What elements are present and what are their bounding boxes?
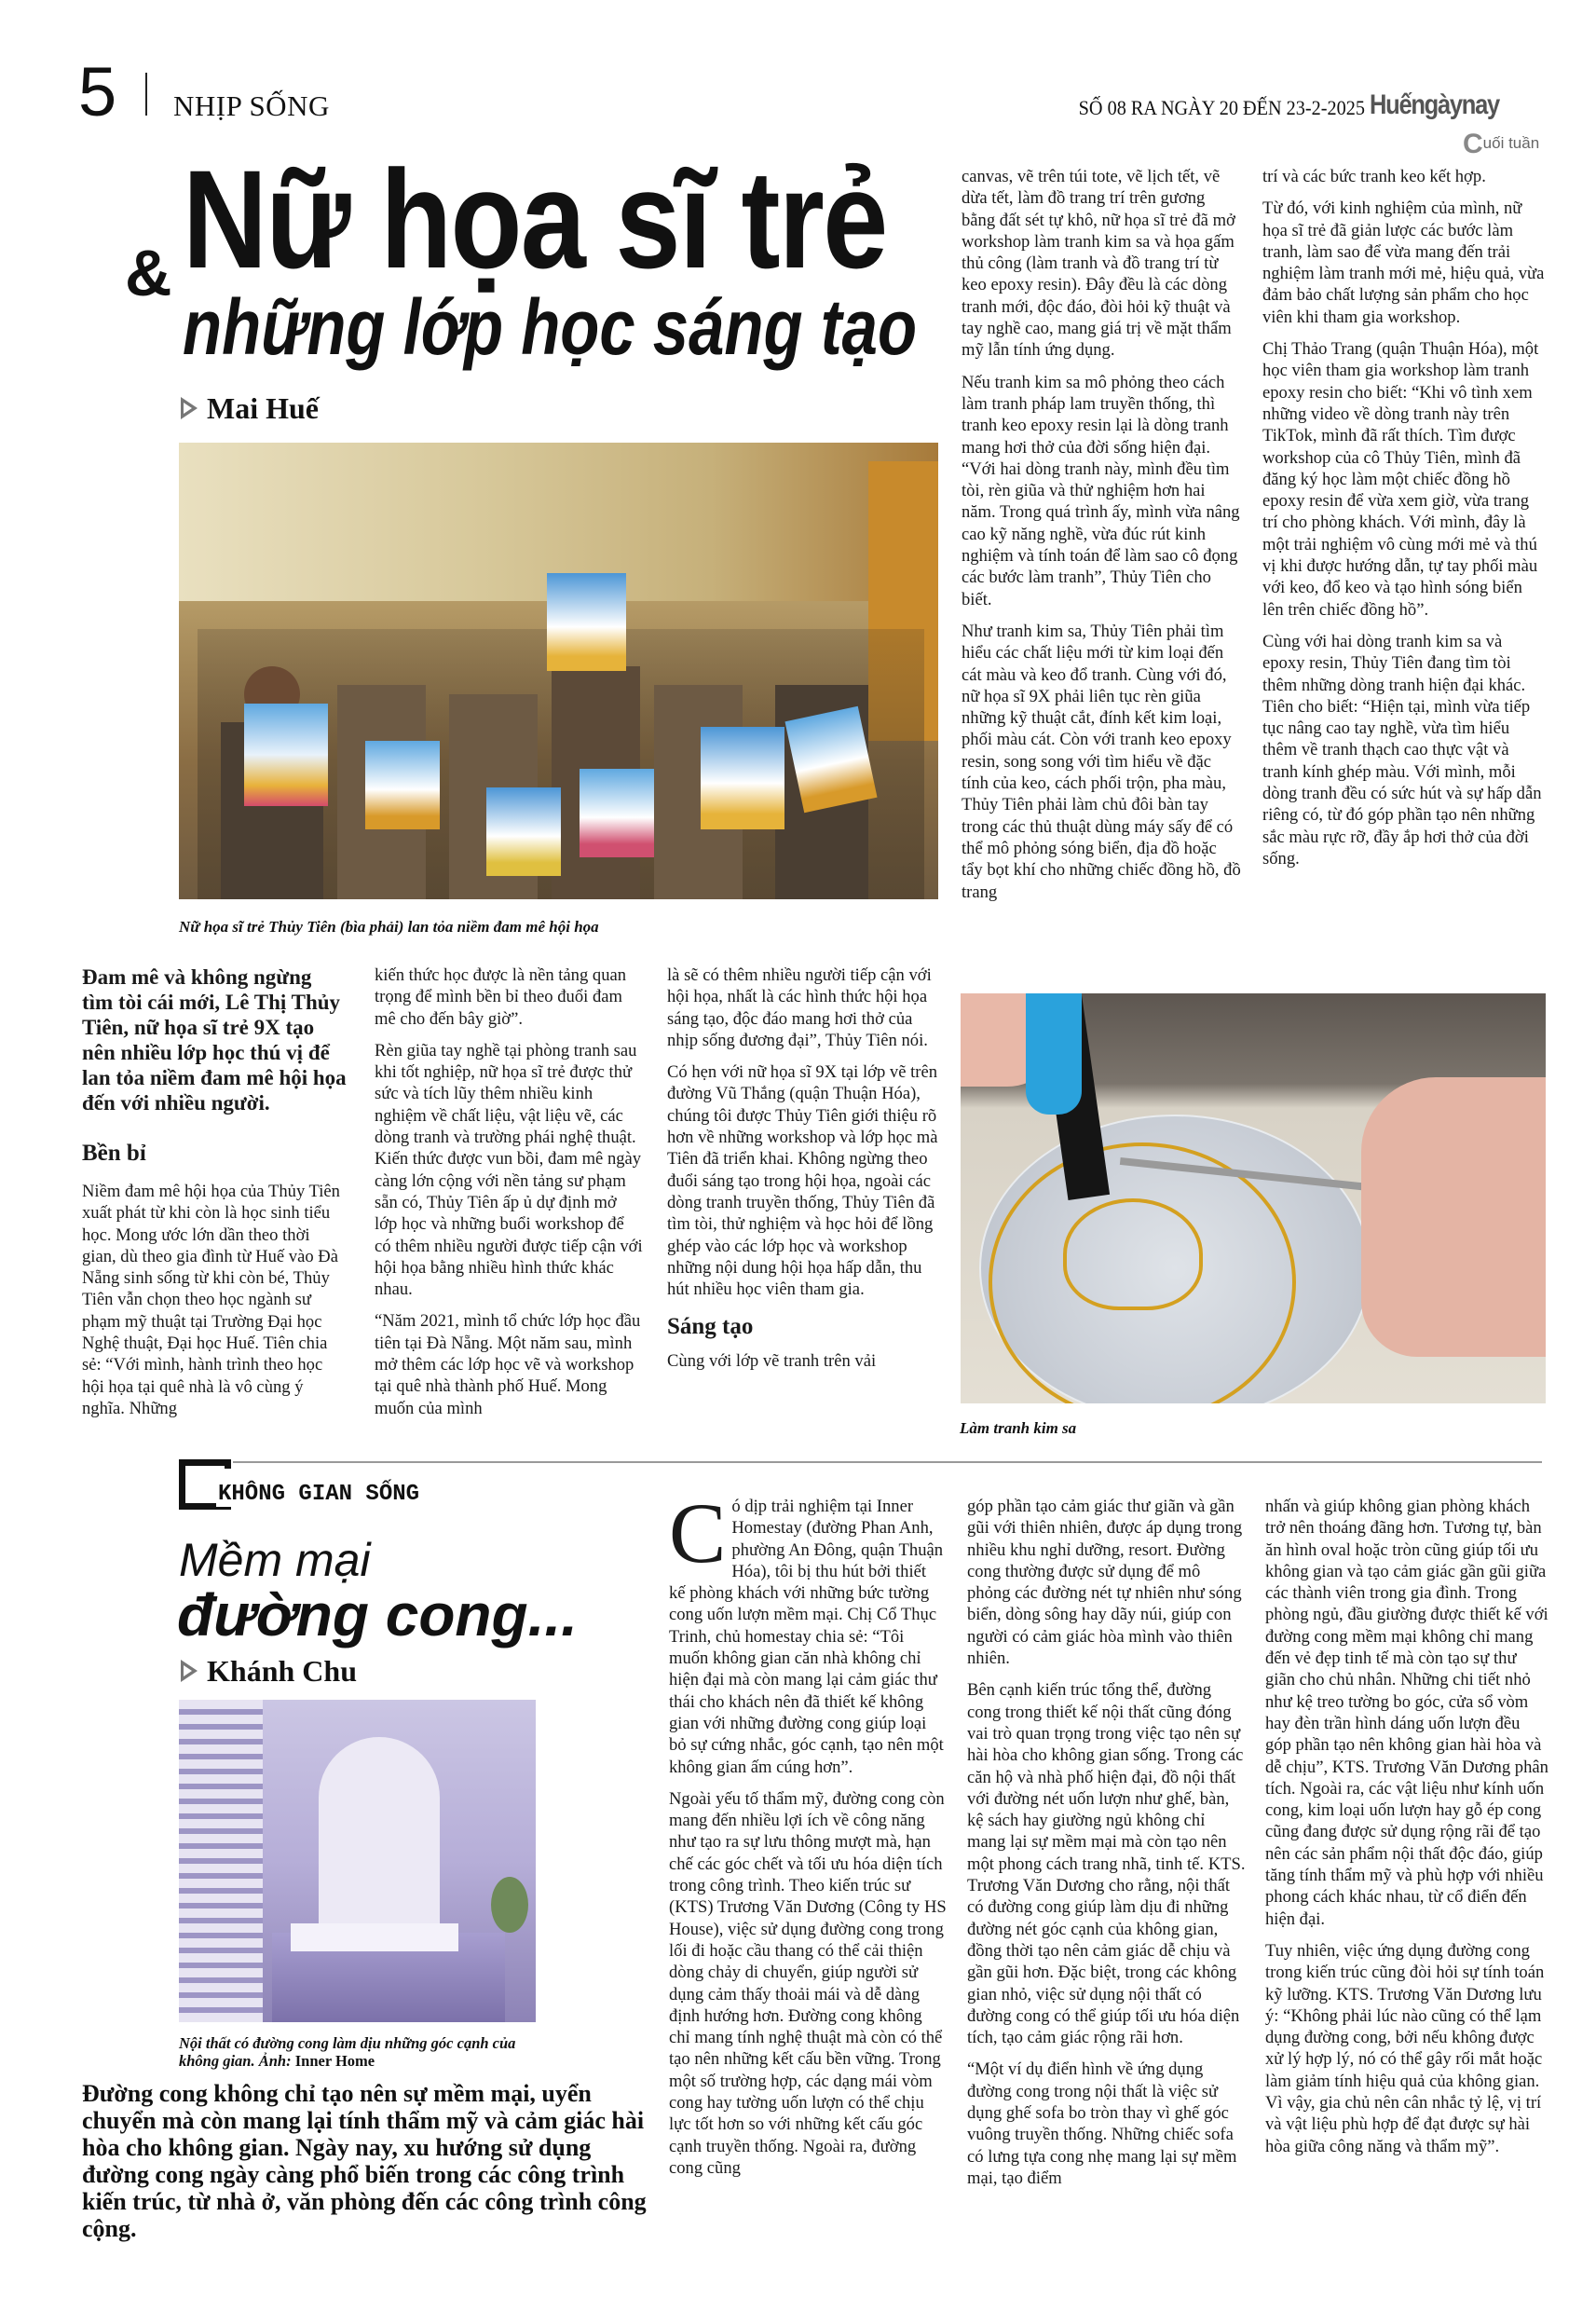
photo-credit: Inner Home — [294, 2052, 375, 2070]
photo1-caption: Nữ họa sĩ trẻ Thủy Tiên (bìa phải) lan tỏa niềm đam mê hội họa — [179, 918, 599, 936]
paragraph: là sẽ có thêm nhiều người tiếp cận với hội họa, nhất là các hình thức hội họa sáng tạo, độc đáo mang hơi thở của nhịp sống đương đại”, Thủy Tiên nói. — [667, 965, 932, 1050]
logo-sub-text: uối tuần — [1482, 134, 1540, 152]
section-divider — [233, 1461, 1542, 1463]
triangle-icon — [181, 1660, 198, 1682]
header-divider — [145, 73, 147, 116]
article2-column-b — [967, 1496, 1247, 2199]
drop-cap: C — [669, 1485, 727, 1580]
curved-interior-photo — [179, 1700, 536, 2022]
section-tag: KHÔNG GIAN SỐNG — [218, 1482, 420, 1507]
paragraph: Nếu tranh kim sa mô phỏng theo cách làm tranh pháp lam truyền thống, thì tranh keo epoxy resin lại là dòng tranh mang hơi thở của đời sống hiện đại. “Với hai dòng tranh này, mình đều tìm tòi, rèn giũa và thử nghiệm hơn hai năm. Trong quá trình ấy, mình vừa nâng cao kỹ năng nghề, vừa đúc rút kinh nghiệm và tính toán để làm sao cô đọng các bước làm tranh”, Thủy Tiên cho biết. — [962, 372, 1240, 609]
workshop-group-photo — [179, 443, 938, 899]
article-lede: Đam mê và không ngừng tìm tòi cái mới, Lê Thị Thủy Tiên, nữ họa sĩ trẻ 9X tạo nên nhiều lớp học thú vị để lan tỏa niềm đam mê hội họa đến với nhiều người. — [82, 965, 347, 1115]
paragraph: Rèn giũa tay nghề tại phòng tranh sau khi tốt nghiệp, nữ họa sĩ trẻ được thử sức và tích lũy thêm nhiều kinh nghiệm về chất liệu, vật liệu vẽ, các dòng tranh và trường phái nghệ thuật. Kiến thức được vun bồi, đam mê ngày càng lớn cộng với nền tảng sư phạm sẵn có, Thủy Tiên ấp ủ dự định mở lớp học và những buổi workshop để có thêm nhiều người được tiếp cận với hội họa bằng nhiều hình thức khác nhau. — [375, 1040, 643, 1300]
title-ampersand: & — [125, 237, 172, 309]
paragraph: trí và các bức tranh keo kết hợp. — [1262, 167, 1486, 186]
paragraph: Như tranh kim sa, Thủy Tiên phải tìm hiểu các chất liệu mới từ kim loại đến cát màu và keo đổ tranh. Cùng với đó, nữ họa sĩ 9X phải liên tục rèn giũa những kỹ thuật cắt, đính kết kim loại, phối màu cát. Còn với tranh keo epoxy resin, song song với tìm hiểu về đặc tính của keo, cách phối trộn, pha màu, Thủy Tiên phải làm chủ đôi bàn tay trong các thủ thuật dùng máy sấy để có thể mô phỏng sóng biển, địa đồ hoặc tẩy bọt khí cho những chiếc đồng hồ, đồ trang — [962, 621, 1241, 902]
article2-column-c — [1265, 1496, 1549, 2168]
article1-column-b — [375, 964, 643, 1430]
article2-title-line1: Mềm mại — [179, 1534, 371, 1586]
author-name: Mai Huế — [207, 391, 319, 425]
issue-date: SỐ 08 RA NGÀY 20 ĐẾN 23-2-2025 — [1078, 96, 1365, 119]
paragraph: Niềm đam mê hội họa của Thủy Tiên xuất phát từ khi còn là học sinh tiểu học. Mong ước lớn dần theo thời gian, dù theo gia đình từ Huế vào Đà Nẵng sinh sống từ khi còn bé, Thủy Tiên vẫn chọn theo học ngành sư phạm mỹ thuật tại Trường Đại học Nghệ thuật, Đại học Huế. Tiên chia sẻ: “Với mình, hành trình theo học hội họa tại quê nhà là vô cùng ý nghĩa. Những — [82, 1182, 340, 1418]
paragraph: Tuy nhiên, việc ứng dụng đường cong trong kiến trúc cũng đòi hỏi sự tính toán kỹ lưỡng. KTS. Trương Văn Dương lưu ý: “Không phải lúc nào cũng có thể lạm dụng đường cong, bởi nếu không được xử lý hợp lý, nó có thể gây rối mắt hoặc làm giảm tính hiệu quả của không gian. Vì vậy, gia chủ nên cân nhắc tỷ lệ, vị trí và vật liệu phù hợp để đạt được sự hài hòa giữa công năng và thẩm mỹ”. — [1265, 1940, 1545, 2156]
photo3-caption — [179, 2034, 552, 2070]
subheading-ben-bi: Bền bỉ — [82, 1141, 146, 1166]
logo-subtitle — [1463, 129, 1539, 160]
article1-column-a — [82, 964, 348, 1430]
logo-sub-letter: C — [1463, 129, 1483, 159]
triangle-icon — [181, 397, 198, 419]
paragraph: Chị Thảo Trang (quận Thuận Hóa), một học viên tham gia workshop làm tranh epoxy resin cho biết: “Khi vô tình xem những video về dòng tranh này trên TikTok, mình đã rất thích. Tìm được workshop của cô Thủy Tiên, mình đã đăng ký học làm một chiếc đồng hồ epoxy resin để vừa xem giờ, vừa trang trí cho phòng khách. Với mình, đây là một trải nghiệm vô cùng mới mẻ và thú vị khi được hướng dẫn, tự tay phối màu với keo, đổ keo và tạo hình sóng biển lên trên chiếc đồng hồ”. — [1262, 339, 1539, 620]
paragraph: Bên cạnh kiến trúc tổng thể, đường cong trong thiết kế nội thất cũng đóng vai trò quan trọng trong việc tạo nên sự hài hòa cho không gian sống. Trong các căn hộ và nhà phố hiện đại, đồ nội thất với đường nét uốn lượn như ghế, bàn, kệ sách hay giường ngủ không chỉ mang lại sự mềm mại mà còn tạo nên một phong cách trang nhã, tinh tế. KTS. Trương Văn Dương cho rằng, nội thất có đường cong giúp làm dịu đi những đường nét góc cạnh của không gian, đồng thời tạo nên cảm giác dễ chịu và gần gũi hơn. Đặc biệt, trong các không gian nhỏ, việc sử dụng nội thất có đường cong có thể giúp tối ưu hóa diện tích, tạo cảm giác rộng rãi hơn. — [967, 1680, 1246, 2048]
paragraph: “Năm 2021, mình tổ chức lớp học đầu tiên tại Đà Nẵng. Một năm sau, mình mở thêm các lớp học vẽ và workshop tại quê nhà thành phố Huế. Mong muốn của mình — [375, 1311, 641, 1418]
page-number: 5 — [78, 53, 117, 130]
paragraph: Từ đó, với kinh nghiệm của mình, nữ họa sĩ trẻ đã giản lược các bước làm tranh, làm sao để vừa mang đến trải nghiệm làm tranh mới mẻ, hiệu quả, vừa đảm bảo chất lượng sản phẩm cho học viên khi tham gia workshop. — [1262, 198, 1545, 327]
article-subtitle: những lớp học sáng tạo — [183, 283, 918, 371]
paragraph: canvas, vẽ trên túi tote, vẽ lịch tết, vẽ dừa tết, làm đồ trang trí trên gương bằng đất sét tự khô, nữ họa sĩ trẻ đã mở workshop làm tranh kim sa và họa gấm thủ công (làm tranh và đồ trang trí từ keo epoxy resin). Đây đều là các dòng tranh mới, độc đáo, đòi hỏi kỹ thuật và tay nghề cao, mang giá trị về mặt thẩm mỹ lẫn tính ứng dụng. — [962, 167, 1235, 361]
photo2-caption: Làm tranh kim sa — [960, 1419, 1077, 1437]
paragraph: ó dịp trải nghiệm tại Inner Homestay (đường Phan Anh, phường An Đông, quận Thuận Hóa), tôi bị thu hút bởi thiết kế phòng khách với những bức tường cong uốn lượn mềm mại. Chị Cổ Thục Trinh, chủ homestay chia sẻ: “Tôi muốn không gian căn nhà không chỉ hiện đại mà còn mang lại cảm giác thư thái cho khách nên đã thiết kế không gian với những đường cong giúp loại bỏ sự cứng nhắc, góc cạnh, tạo nên một không gian ấm cúng hơn”. — [669, 1497, 944, 1777]
article2-lede: Đường cong không chỉ tạo nên sự mềm mại, uyển chuyển mà còn mang lại tính thẩm mỹ và cảm giác hài hòa cho không gian. Ngày nay, xu hướng sử dụng đường cong ngày càng phổ biến trong các công trình kiến trúc, từ nhà ở, văn phòng đến các công trình công cộng. — [82, 2080, 647, 2242]
subheading-sang-tao: Sáng tạo — [667, 1314, 754, 1340]
paragraph: Có hẹn với nữ họa sĩ 9X tại lớp vẽ trên đường Vũ Thắng (quận Thuận Hóa), chúng tôi được Thủy Tiên giới thiệu rõ hơn về những workshop và lớp học mà Tiên đã triển khai. Không ngừng theo đuổi sáng tạo trong hội họa, ngoài các dòng tranh truyền thống, Thủy Tiên đã tìm tòi, thử nghiệm và học hỏi để lồng ghép vào các lớp học và workshop những nội dung hội họa hấp dẫn, thu hút nhiều học viên tham gia. — [667, 1062, 938, 1300]
paragraph: Cùng với hai dòng tranh kim sa và epoxy resin, Thủy Tiên đang tìm tòi thêm những dòng tranh hiện đại khác. Tiên cho biết: “Hiện tại, mình vừa tiếp tục nâng cao tay nghề, vừa tìm hiểu thêm về tranh thạch cao thực vật và tranh kính ghép màu. Với mình, mỗi dòng tranh đều có sức hút và sự hấp dẫn riêng có, từ đó góp phần tạo nên những sắc màu rực rỡ, đầy ắp hơi thở của đời sống. — [1262, 631, 1542, 869]
article1-column-e — [1262, 166, 1547, 880]
paragraph: nhấn và giúp không gian phòng khách trở nên thoáng đãng hơn. Tương tự, bàn ăn hình oval hoặc tròn cũng giúp tối ưu không gian và tạo cảm giác gần gũi giữa các thành viên trong gia đình. Trong phòng ngủ, đầu giường được thiết kế với đường cong mềm mại không chỉ mang đến vẻ đẹp tinh tế mà còn tạo sự thư giãn cho chủ nhân. Những chi tiết nhỏ như kệ treo tường bo góc, cửa sổ vòm hay đèn trần hình dáng uốn lượn đều góp phần tạo nên không gian hài hòa và dễ chịu”, KTS. Trương Văn Dương phân tích. Ngoài ra, các vật liệu như kính uốn cong, kim loại uốn lượn hay gỗ ép cong cũng đang được sử dụng rộng rãi để tạo nên các sản phẩm nội thất độc đáo, giúp tăng tính thẩm mỹ và phù hợp với nhiều phong cách khác nhau, từ cổ điển đến hiện đại. — [1265, 1497, 1548, 1929]
article1-column-c — [667, 964, 942, 1383]
article2-column-a — [669, 1485, 947, 2189]
byline — [181, 1654, 357, 1688]
author-name: Khánh Chu — [207, 1654, 357, 1688]
article1-column-d — [962, 166, 1241, 913]
paragraph: góp phần tạo cảm giác thư giãn và gần gũi với thiên nhiên, được áp dụng trong nhiều khu nghỉ dưỡng, resort. Đường cong thường được sử dụng để mô phỏng các đường nét tự nhiên như sóng biển, dòng sông hay dãy núi, giúp con người có cảm giác hòa mình vào thiên nhiên. — [967, 1497, 1243, 1669]
section-name: NHỊP SỐNG — [173, 89, 330, 122]
article-title: Nữ họa sĩ trẻ — [183, 141, 887, 297]
paragraph: Ngoài yếu tố thẩm mỹ, đường cong còn mang đến nhiều lợi ích về công năng như tạo ra sự lưu thông mượt mà, hạn chế các góc chết và tối ưu hóa diện tích trong công trình. Theo kiến trúc sư (KTS) Trương Văn Dương (Công ty HS House), việc sử dụng đường cong trong lối đi hoặc cầu thang có thể cải thiện dòng chảy di chuyển, giúp người sử dụng cảm thấy thoải mái và dễ dàng định hướng hơn. Đường cong không chỉ mang tính nghệ thuật mà còn có thể tạo nên những kết cấu bền vững. Trong một số trường hợp, các dạng mái vòm cong hay tường uốn lượn có thể chịu lực tốt hơn so với những kết cấu góc cạnh truyền thống. Ngoài ra, đường cong cũng — [669, 1788, 947, 2178]
paragraph: kiến thức học được là nền tảng quan trọng để mình bền bỉ theo đuổi đam mê cho đến bây giờ”. — [375, 965, 627, 1029]
byline — [181, 391, 319, 425]
article2-title-line2: đường cong... — [177, 1581, 578, 1648]
caption-text: Nội thất có đường cong làm dịu những góc cạnh của không gian. Ảnh: — [179, 2034, 516, 2070]
paragraph: “Một ví dụ điển hình về ứng dụng đường cong trong nội thất là việc sử dụng ghế sofa bo tròn thay vì ghế góc vuông truyền thống. Những chiếc sofa có lưng tựa cong nhẹ mang lại sự mềm mại, tạo điểm — [967, 2059, 1237, 2188]
kim-sa-painting-photo — [961, 993, 1546, 1403]
newspaper-logo: Huếngàynay — [1370, 89, 1499, 120]
paragraph: Cùng với lớp vẽ tranh trên vải — [667, 1351, 877, 1372]
